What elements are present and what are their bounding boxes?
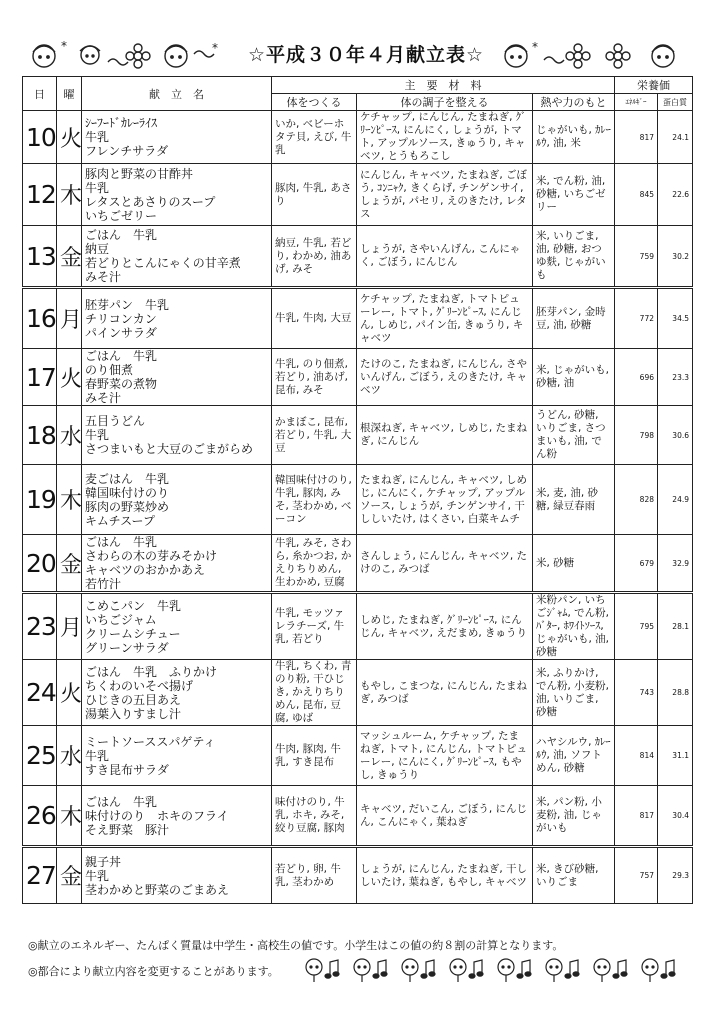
protein-value: 22.6 — [658, 164, 693, 226]
menu-row — [23, 847, 693, 904]
dish-name: みそ汁 — [85, 270, 122, 284]
day-number: 12 — [23, 164, 57, 226]
header-nutrition: 栄養価 — [615, 77, 693, 94]
ingredients-body-build: 牛肉, 豚肉, 牛乳, すき昆布 — [272, 726, 357, 786]
ingredients-body-build: 韓国味付けのり, 牛乳, 豚肉, みそ, 茎わかめ, ベーコン — [272, 465, 357, 535]
ingredients-body-build: 牛乳, のり佃煮, 若どり, 油あげ, 昆布, みそ — [272, 349, 357, 406]
ingredients-energy-source: 胚芽パン, 金時豆, 油, 砂糖 — [533, 288, 615, 349]
dish-name: キムチスープ — [85, 513, 155, 528]
note-nutrition: ◎献立のエネルギー、たんぱく質量は中学生・高校生の値です。小学生はこの値の約８割の計算となります。 — [28, 939, 564, 952]
header-energy-source: 熱や力のもと — [533, 94, 615, 111]
ingredients-body-condition: キャベツ, だいこん, ごぼう, にんじん, こんにゃく, 葉ねぎ — [357, 786, 533, 847]
ingredients-body-condition: ケチャップ, にんじん, たまねぎ, ｸﾞﾘｰﾝﾋﾟｰｽ, にんにく, しょうが, トマト, アップルソース, きゅうり, キャベツ, とうもろこし — [357, 111, 533, 164]
ingredients-energy-source: 米, いりごま, 油, 砂糖, おつゆ麩, じゃがいも — [533, 226, 615, 288]
protein-value: 30.4 — [658, 786, 693, 847]
menu-row — [23, 726, 693, 786]
header-protein: 蛋白質 — [658, 94, 693, 111]
day-number: 19 — [23, 465, 57, 535]
menu-row — [23, 465, 693, 535]
dish-name: フレンチサラダ — [85, 144, 169, 158]
ingredients-body-build: かまぼこ, 昆布, 若どり, 牛乳, 大豆 — [272, 406, 357, 465]
dish-list — [82, 226, 272, 288]
ingredients-body-condition: しめじ, たまねぎ, ｸﾞﾘｰﾝﾋﾟｰｽ, にんじん, キャベツ, えだまめ, きゅうり — [357, 593, 533, 660]
protein-value: 29.3 — [658, 847, 693, 904]
day-number: 16 — [23, 288, 57, 349]
svg-text:*: * — [61, 39, 67, 53]
dish-list — [82, 111, 272, 164]
weekday: 金 — [57, 535, 82, 593]
dish-list — [82, 349, 272, 406]
dish-list — [82, 406, 272, 465]
ingredients-energy-source: 米, 砂糖 — [533, 535, 615, 593]
ingredients-body-build: いか, ベビーホタテ貝, えび, 牛乳 — [272, 111, 357, 164]
energy-value: 679 — [615, 535, 658, 593]
dish-list — [82, 593, 272, 660]
footer-decoration-icon — [300, 956, 690, 984]
header-main-ingredients: 主 要 材 料 — [272, 77, 615, 94]
weekday: 木 — [57, 465, 82, 535]
dish-name: ミートソーススパゲティ — [85, 734, 216, 749]
energy-value: 743 — [615, 660, 658, 726]
menu-table — [22, 76, 693, 904]
ingredients-body-build: 牛乳, 牛肉, 大豆 — [272, 288, 357, 349]
menu-row — [23, 786, 693, 847]
dish-name: ｼｰﾌｰﾄﾞｶﾚｰﾗｲｽ — [85, 116, 158, 130]
dish-name: 牛乳 — [85, 868, 110, 883]
dish-name: 五目うどん — [85, 414, 146, 428]
ingredients-body-condition: にんじん, キャベツ, たまねぎ, ごぼう, ｺﾝﾆｬｸ, きくらげ, チンゲンサイ, しょうが, パセリ, えのきたけ, レタス — [357, 164, 533, 226]
ingredients-body-condition: たまねぎ, にんじん, キャベツ, しめじ, にんにく, ケチャップ, アップルソース, しょうが, チンゲンサイ, 干ししいたけ, はくさい, 白菜キムチ — [357, 465, 533, 535]
dish-list — [82, 164, 272, 226]
header-menu: 献 立 名 — [82, 77, 272, 111]
dish-name: そえ野菜 豚汁 — [85, 822, 170, 837]
dish-name: すき昆布サラダ — [85, 762, 169, 777]
protein-value: 31.1 — [658, 726, 693, 786]
ingredients-energy-source: ハヤシルウ, ｶﾚｰﾙｳ, 油, ソフトめん, 砂糖 — [533, 726, 615, 786]
dish-name: 親子丼 — [85, 854, 122, 869]
dish-name: 牛乳 — [85, 180, 110, 195]
dish-name: 春野菜の煮物 — [85, 377, 158, 391]
protein-value: 24.9 — [658, 465, 693, 535]
ingredients-energy-source: 米, じゃがいも, 砂糖, 油 — [533, 349, 615, 406]
weekday: 金 — [57, 847, 82, 904]
dish-list — [82, 847, 272, 904]
protein-value: 34.5 — [658, 288, 693, 349]
svg-text:*: * — [212, 41, 218, 55]
menu-row — [23, 406, 693, 465]
dish-name: いちごゼリー — [85, 208, 158, 223]
ingredients-body-build: 若どり, 卵, 牛乳, 茎わかめ — [272, 847, 357, 904]
protein-value: 30.2 — [658, 226, 693, 288]
ingredients-body-build: 牛乳, みそ, さわら, 糸かつお, かえりちりめん, 生わかめ, 豆腐 — [272, 535, 357, 593]
weekday: 木 — [57, 164, 82, 226]
dish-name: 胚芽パン 牛乳 — [85, 297, 170, 312]
ingredients-body-build: 納豆, 牛乳, 若どり, わかめ, 油あげ, みそ — [272, 226, 357, 288]
ingredients-body-condition: しょうが, にんじん, たまねぎ, 干ししいたけ, 葉ねぎ, もやし, キャベツ — [357, 847, 533, 904]
menu-row — [23, 660, 693, 726]
ingredients-body-condition: しょうが, さやいんげん, こんにゃく, ごぼう, にんじん — [357, 226, 533, 288]
dish-name: ごはん 牛乳 ふりかけ — [85, 664, 218, 679]
dish-name: 牛乳 — [85, 748, 110, 763]
weekday: 木 — [57, 786, 82, 847]
dish-name: レタスとあさりのスープ — [85, 194, 216, 209]
energy-value: 757 — [615, 847, 658, 904]
dish-name: こめこパン 牛乳 — [85, 598, 182, 613]
day-number: 25 — [23, 726, 57, 786]
weekday: 水 — [57, 406, 82, 465]
menu-row — [23, 164, 693, 226]
dish-name: クリームシチュー — [85, 626, 181, 641]
weekday: 月 — [57, 593, 82, 660]
dish-name: チリコンカン — [85, 311, 157, 326]
header-body-condition: 体の調子を整える — [357, 94, 533, 111]
dish-list — [82, 726, 272, 786]
day-number: 10 — [23, 111, 57, 164]
energy-value: 828 — [615, 465, 658, 535]
ingredients-energy-source: 米, パン粉, 小麦粉, 油, じゃがいも — [533, 786, 615, 847]
day-number: 24 — [23, 660, 57, 726]
day-number: 26 — [23, 786, 57, 847]
dish-name: キャベツのおかかあえ — [85, 563, 206, 577]
ingredients-body-build: 牛乳, モッツァレラチーズ, 牛乳, 若どり — [272, 593, 357, 660]
dish-name: 湯葉入りすまし汁 — [85, 706, 182, 721]
ingredients-body-condition: ケチャップ, たまねぎ, トマトピューレー, トマト, ｸﾞﾘｰﾝﾋﾟｰｽ, にんじん, しめじ, パイン缶, きゅうり, キャベツ — [357, 288, 533, 349]
energy-value: 814 — [615, 726, 658, 786]
menu-row — [23, 288, 693, 349]
energy-value: 759 — [615, 226, 658, 288]
dish-name: パインサラダ — [85, 325, 157, 340]
dish-list — [82, 535, 272, 593]
dish-list — [82, 786, 272, 847]
ingredients-body-condition: たけのこ, たまねぎ, にんじん, さやいんげん, ごぼう, えのきたけ, キャベツ — [357, 349, 533, 406]
ingredients-body-condition: マッシュルーム, ケチャップ, たまねぎ, トマト, にんじん, トマトピューレー, にんにく, ｸﾞﾘｰﾝﾋﾟｰｽ, もやし, きゅうり — [357, 726, 533, 786]
dish-name: 韓国味付けのり — [85, 485, 170, 500]
dish-name: いちごジャム — [85, 612, 157, 627]
dish-name: 味付けのり ホキのフライ — [85, 808, 229, 823]
ingredients-energy-source: 米, ふりかけ, でん粉, 小麦粉, 油, いりごま, 砂糖 — [533, 660, 615, 726]
menu-row — [23, 535, 693, 593]
ingredients-energy-source: うどん, 砂糖, いりごま, さつまいも, 油, でん粉 — [533, 406, 615, 465]
energy-value: 798 — [615, 406, 658, 465]
day-number: 23 — [23, 593, 57, 660]
header-body-build: 体をつくる — [272, 94, 357, 111]
weekday: 金 — [57, 226, 82, 288]
dish-name: 牛乳 — [85, 130, 110, 144]
dish-name: 豚肉と野菜の甘酢丼 — [85, 166, 194, 181]
dish-name: ごはん 牛乳 — [85, 794, 158, 809]
energy-value: 845 — [615, 164, 658, 226]
dish-name: ひじきの五目あえ — [85, 692, 182, 707]
header-weekday: 曜 — [57, 77, 82, 111]
dish-name: さつまいもと大豆のごまがらめ — [85, 442, 254, 456]
header-energy: ｴﾈﾙｷﾞｰ — [615, 94, 658, 111]
dish-name: 豚肉の野菜炒め — [85, 499, 170, 514]
header-day: 日 — [23, 77, 57, 111]
title-row — [28, 38, 698, 72]
dish-name: さわらの木の芽みそかけ — [85, 549, 218, 563]
dish-name: 牛乳 — [85, 428, 110, 442]
dish-name: 若どりとこんにゃくの甘辛煮 — [85, 256, 241, 270]
dish-name: 若竹汁 — [85, 577, 122, 591]
dish-list — [82, 660, 272, 726]
energy-value: 817 — [615, 786, 658, 847]
ingredients-body-condition: さんしょう, にんじん, キャベツ, たけのこ, みつば — [357, 535, 533, 593]
svg-text:*: * — [532, 40, 538, 54]
weekday: 火 — [57, 111, 82, 164]
dish-list — [82, 288, 272, 349]
dish-name: ちくわのいそべ揚げ — [85, 678, 194, 693]
menu-body — [23, 111, 693, 904]
energy-value: 817 — [615, 111, 658, 164]
menu-row — [23, 349, 693, 406]
day-number: 18 — [23, 406, 57, 465]
weekday: 月 — [57, 288, 82, 349]
note-change: ◎都合により献立内容を変更することがあります。 — [28, 965, 279, 978]
ingredients-energy-source: 米, 麦, 油, 砂糖, 緑豆春雨 — [533, 465, 615, 535]
dish-name: 麦ごはん 牛乳 — [85, 471, 170, 486]
ingredients-energy-source: じゃがいも, ｶﾚｰﾙｳ, 油, 米 — [533, 111, 615, 164]
protein-value: 23.3 — [658, 349, 693, 406]
energy-value: 772 — [615, 288, 658, 349]
ingredients-energy-source: 米粉パン, いちごｼﾞｬﾑ, でん粉, ﾊﾞﾀｰ, ﾎﾜｲﾄｿｰｽ, じゃがいも, 油, 砂糖 — [533, 593, 615, 660]
left-decoration-icon — [28, 38, 233, 72]
weekday: 火 — [57, 660, 82, 726]
dish-name: ごはん 牛乳 — [85, 228, 158, 242]
dish-list — [82, 465, 272, 535]
day-number: 13 — [23, 226, 57, 288]
weekday: 火 — [57, 349, 82, 406]
day-number: 27 — [23, 847, 57, 904]
ingredients-energy-source: 米, でん粉, 油, 砂糖, いちごゼリー — [533, 164, 615, 226]
menu-row — [23, 111, 693, 164]
ingredients-body-build: 牛乳, ちくわ, 青のり粉, 干ひじき, かえりちりめん, 昆布, 豆腐, ゆば — [272, 660, 357, 726]
dish-name: のり佃煮 — [85, 363, 134, 377]
dish-name: みそ汁 — [85, 391, 122, 405]
weekday: 水 — [57, 726, 82, 786]
dish-name: ごはん 牛乳 — [85, 535, 158, 549]
right-decoration-icon — [498, 38, 698, 72]
page-title: ☆平成３０年４月献立表☆ — [248, 44, 485, 66]
energy-value: 795 — [615, 593, 658, 660]
ingredients-body-condition: もやし, こまつな, にんじん, たまねぎ, みつば — [357, 660, 533, 726]
protein-value: 28.8 — [658, 660, 693, 726]
dish-name: ごはん 牛乳 — [85, 349, 158, 363]
protein-value: 28.1 — [658, 593, 693, 660]
dish-name: 納豆 — [85, 242, 110, 256]
ingredients-body-build: 味付けのり, 牛乳, ホキ, みそ, 絞り豆腐, 豚肉 — [272, 786, 357, 847]
dish-name: グリーンサラダ — [85, 640, 169, 655]
protein-value: 32.9 — [658, 535, 693, 593]
day-number: 20 — [23, 535, 57, 593]
menu-row — [23, 593, 693, 660]
menu-row — [23, 226, 693, 288]
energy-value: 696 — [615, 349, 658, 406]
ingredients-energy-source: 米, きび砂糖, いりごま — [533, 847, 615, 904]
protein-value: 24.1 — [658, 111, 693, 164]
ingredients-body-build: 豚肉, 牛乳, あさり — [272, 164, 357, 226]
dish-name: 茎わかめと野菜のごまあえ — [85, 882, 230, 897]
protein-value: 30.6 — [658, 406, 693, 465]
day-number: 17 — [23, 349, 57, 406]
ingredients-body-condition: 根深ねぎ, キャベツ, しめじ, たまねぎ, にんじん — [357, 406, 533, 465]
